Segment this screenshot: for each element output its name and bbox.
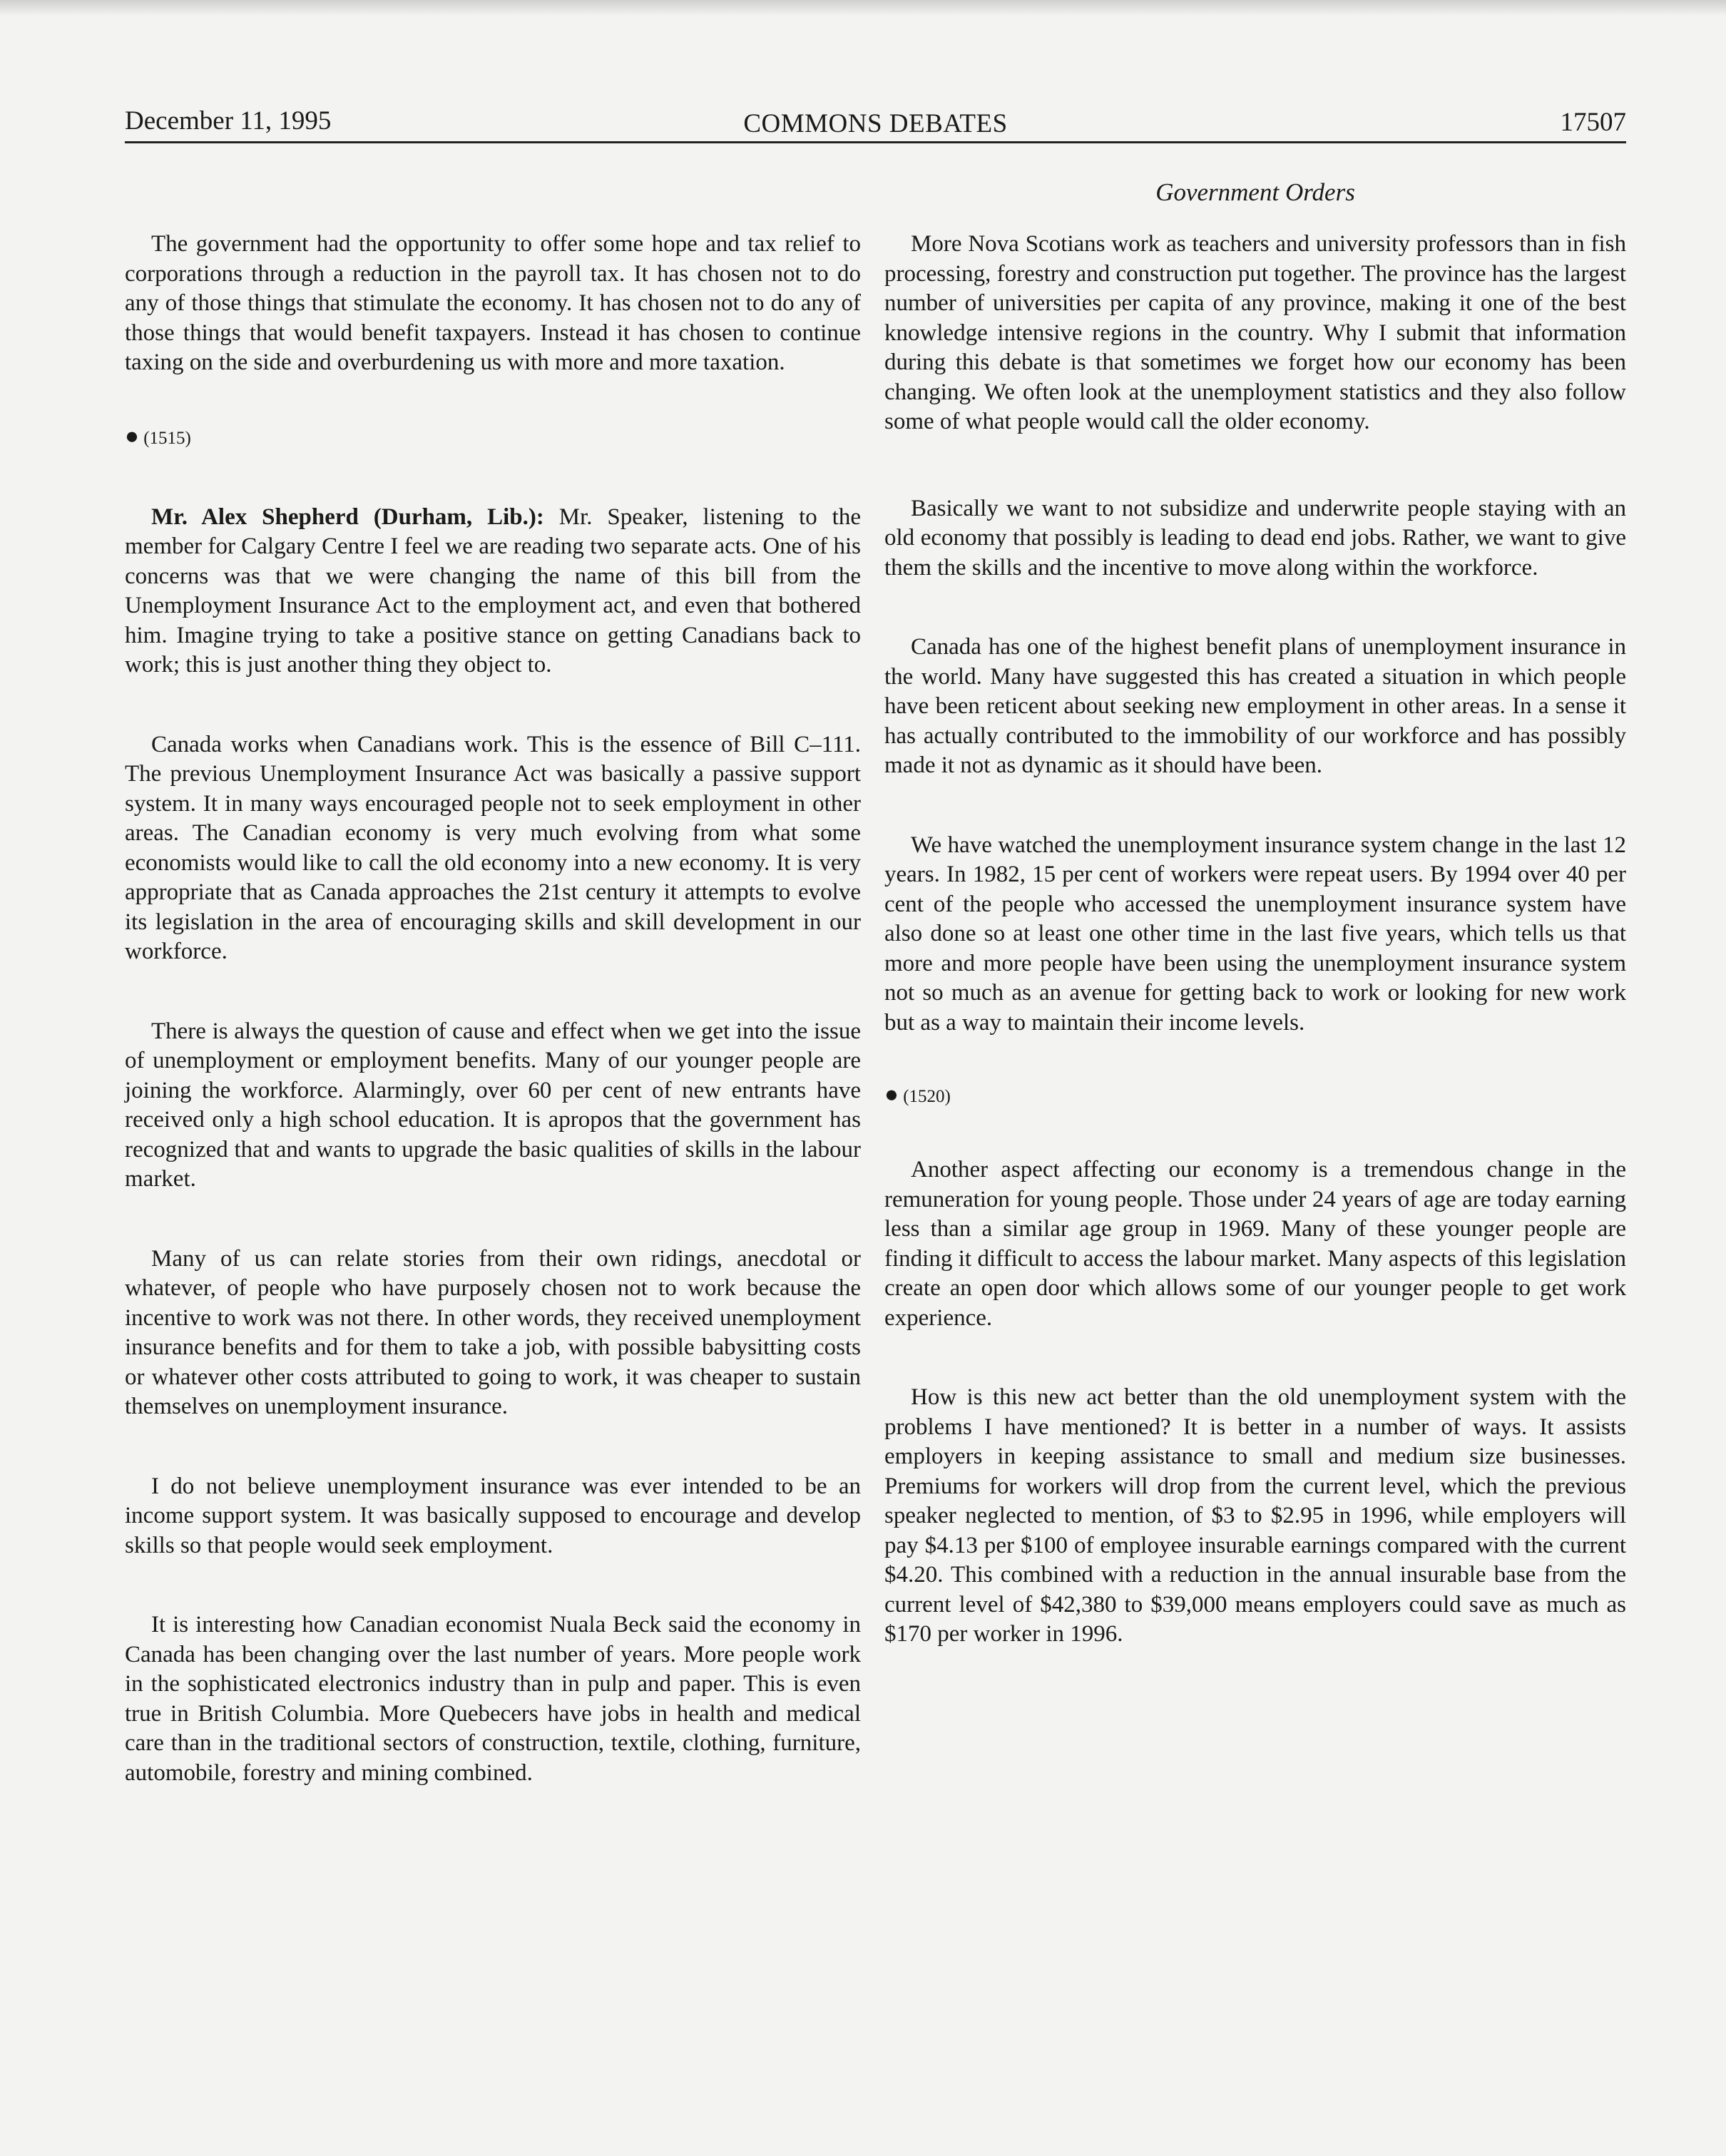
paragraph: I do not believe unemployment insurance was ever intended to be an income support system. It was basically supposed to encourage and develop skills so that people would seek employment. [125, 1473, 861, 1558]
paragraph: How is this new act better than the old unemployment system with the problems I have mentioned? It is better in a number of ways. It assists employers in keeping assistance to small and medium size businesses. Premiums for workers will drop from the current level, which the previous speaker neglected to mention, of $3 to $2.95 in 1996, while employers will pay $4.13 per $100 of employee insurable earnings compared with the current $4.20. This combined with a reduction in the annual insurable base from the current level of $42,380 to $39,000 means employers could save as much as $170 per worker in 1996. [884, 1384, 1626, 1647]
header-date: December 11, 1995 [125, 106, 332, 136]
paragraph [125, 503, 861, 680]
paragraph: Basically we want to not subsidize and underwrite people staying with an old economy that possibly is leading to dead end jobs. Rather, we want to give them the skills and the incentive to move along within the workforce. [884, 495, 1626, 581]
paragraph: Canada works when Canadians work. This is the essence of Bill C–111. The previous Unemployment Insurance Act was basically a passive support system. It in many ways encouraged people not to seek employment in other areas. The Canadian economy is very much evolving from what some economists would like to call the old economy into a new economy. It is very appropriate that as Canada approaches the 21st century it attempts to evolve its legislation in the area of encouraging skills and skill development in our workforce. [125, 731, 861, 964]
speech-text: Mr. Speaker, listening to the member for Calgary Centre I feel we are reading two separate acts. One of his concerns was that we were changing the name of this bill from the Unemployment Insurance Act to the employment act, and even that bothered him. Imagine trying to take a positive stance on getting Canadians back to work; this is just another thing they object to. [125, 504, 861, 678]
left-column [125, 230, 861, 1788]
paragraph: It is interesting how Canadian economist Nuala Beck said the economy in Canada has been changing over the last number of years. More people work in the sophisticated electronics industry than in pulp and paper. This is even true in British Columbia. More Quebecers have jobs in health and medical care than in the traditional sectors of construction, textile, clothing, furniture, automobile, forestry and mining combined. [125, 1612, 861, 1786]
right-column [884, 230, 1626, 1650]
time-marker-text: (1520) [903, 1087, 951, 1106]
paragraph: The government had the opportunity to offer some hope and tax relief to corporations through a reduction in the payroll tax. It has chosen not to do any of those things that stimulate the economy. It has chosen not to do any of those things that would benefit taxpayers. Instead it has chosen to continue taxing on the side and overburdening us with more and more taxation. [125, 231, 861, 375]
header-page-number: 17507 [1560, 108, 1626, 137]
paragraph: Another aspect affecting our economy is a tremendous change in the remuneration for young people. Those under 24 years of age are today earning less than a similar age group in 1969. Many of these younger people are finding it difficult to access the labour market. Many aspects of this legislation create an open door which allows some of our younger people to get work experience. [884, 1157, 1626, 1331]
scan-edge [0, 0, 1726, 16]
time-marker [884, 1080, 1626, 1110]
time-marker-text: (1515) [143, 428, 191, 448]
paragraph: Many of us can relate stories from their own ridings, anecdotal or whatever, of people who have purposely chosen not to work because the incentive to work was not there. In other words, they received unemployment insurance benefits and for them to take a job, with possible babysitting costs or whatever other costs attributed to going to work, it was cheaper to sustain themselves on unemployment insurance. [125, 1245, 861, 1419]
section-title: Government Orders [1155, 178, 1355, 206]
page-header [125, 100, 1626, 143]
time-marker [125, 422, 861, 451]
bullet-icon: ● [884, 1082, 899, 1108]
paragraph: Canada has one of the highest benefit plans of unemployment insurance in the world. Many have suggested this has created a situation in which people have been reticent about seeking new employment in other areas. In a sense it has actually contributed to the immobility of our workforce and has possibly made it not as dynamic as it should have been. [884, 634, 1626, 778]
paragraph: More Nova Scotians work as teachers and university professors than in fish processing, forestry and construction put together. The province has the largest number of universities per capita of any province, making it one of the best knowledge intensive regions in the country. Why I submit that information during this debate is that sometimes we forget how our economy has been changing. We often look at the unemployment statistics and they also follow some of what people would call the older economy. [884, 231, 1626, 434]
header-title: COMMONS DEBATES [743, 109, 1008, 138]
paragraph: There is always the question of cause and effect when we get into the issue of unemployment or employment benefits. Many of our younger people are joining the workforce. Alarmingly, over 60 per cent of new entrants have received only a high school education. It is apropos that the government has recognized that and wants to upgrade the basic qualities of skills in the labour market. [125, 1018, 861, 1192]
paragraph: We have watched the unemployment insurance system change in the last 12 years. In 1982, 15 per cent of workers were repeat users. By 1994 over 40 per cent of the people who accessed the unemployment insurance system have also done so at least one other time in the last five years, which tells us that more and more people have been using the unemployment insurance system not so much as an avenue for getting back to work or looking for new work but as a way to maintain their income levels. [884, 832, 1626, 1036]
speaker-name: Mr. Alex Shepherd (Durham, Lib.): [151, 504, 544, 530]
header-rule [125, 141, 1626, 143]
bullet-icon: ● [125, 423, 139, 449]
